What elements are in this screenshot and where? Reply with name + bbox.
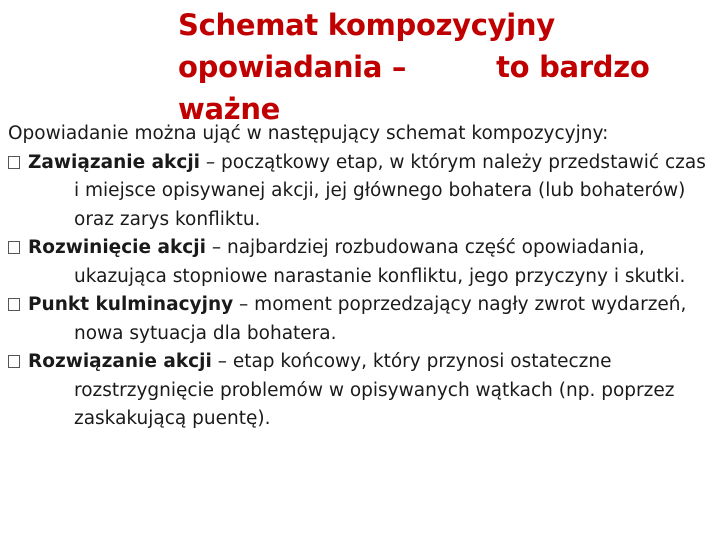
title-line-1: Schemat kompozycyjny	[178, 8, 555, 42]
item-term: Zawiązanie akcji	[28, 151, 201, 173]
slide-title	[178, 4, 698, 130]
list-item	[8, 234, 712, 291]
title-line-3: ważne	[178, 92, 281, 126]
title-line-2	[178, 46, 698, 88]
square-bullet-icon	[8, 156, 20, 169]
list-item	[8, 149, 712, 235]
slide-body	[8, 120, 712, 434]
item-term: Punkt kulminacyjny	[28, 294, 234, 315]
list-item	[8, 291, 712, 348]
item-text: – etap końcowy, który przynosi ostateczne rozstrzygnięcie problemów w opisywanych wątkach (np. poprzez zaskakującą puentę).	[74, 351, 675, 429]
title-line-2b: to bardzo	[496, 50, 650, 84]
item-term: Rozwinięcie akcji	[28, 237, 206, 258]
intro-text: Opowiadanie można ująć w następujący schemat kompozycyjny:	[8, 123, 609, 144]
square-bullet-icon	[8, 298, 20, 311]
item-term: Rozwiązanie akcji	[28, 351, 212, 372]
square-bullet-icon	[8, 355, 20, 368]
square-bullet-icon	[8, 241, 20, 254]
list-item	[8, 348, 712, 434]
item-text: – najbardziej rozbudowana część opowiadania, ukazująca stopniowe narastanie konfliktu, jego przyczyny i skutki.	[74, 237, 686, 287]
item-text: – początkowy etap, w którym należy przedstawić czas i miejsce opisywanej akcji, jej głównego bohatera (lub bohaterów) oraz zarys konfliktu.	[74, 151, 706, 230]
item-text: – moment poprzedzający nagły zwrot wydarzeń, nowa sytuacja dla bohatera.	[74, 294, 687, 344]
title-line-2a: opowiadania –	[178, 50, 407, 84]
